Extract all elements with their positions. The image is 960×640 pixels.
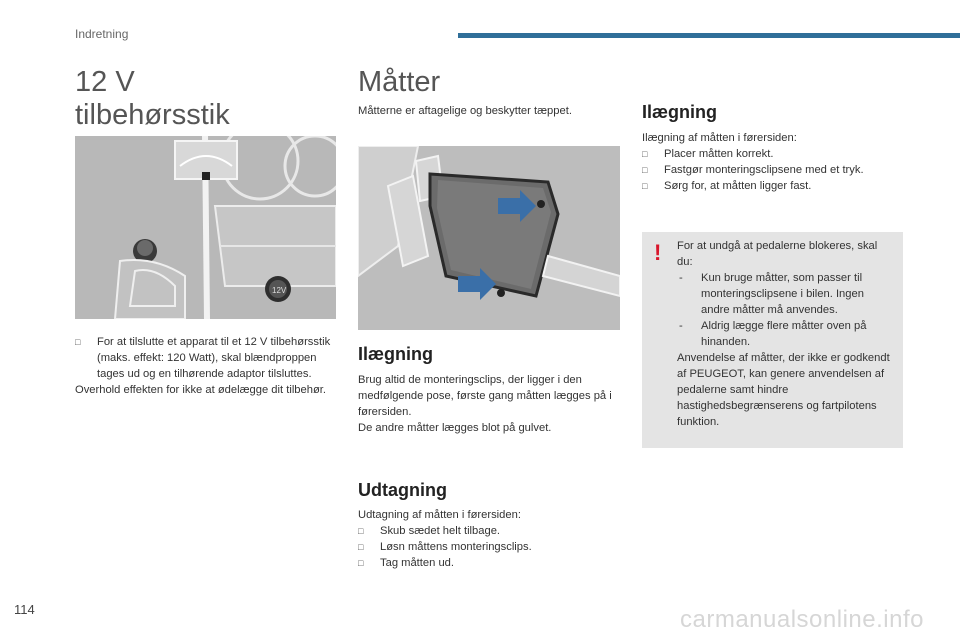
removal-title: Udtagning	[358, 480, 447, 500]
socket-title-line1: 12 V	[75, 66, 135, 98]
fitting-text-2: De andre måtter lægges blot på gulvet.	[358, 422, 552, 434]
dashboard-drawing	[75, 136, 336, 319]
socket-title	[75, 66, 335, 132]
socket-instruction: □ For at tilslutte et apparat til et 12 V tilbehørsstik (maks. effekt: 120 Watt), skal blændproppen tages ud og en tilhørende adaptor tilsluttes.	[75, 334, 337, 382]
warning-closing: Anvendelse af måtter, der ikke er godkendt af PEUGEOT, kan genere anvendelsen af pedalerne samt hindre hastighedsbegrænserens og fartpilotens funktion.	[677, 352, 890, 428]
removal-step: □ Tag måtten ud.	[358, 555, 620, 571]
fitting-text-block	[358, 372, 620, 436]
mat-illustration	[358, 146, 620, 330]
socket-title-line2: tilbehørsstik	[75, 99, 230, 131]
removal-intro: Udtagning af måtten i førersiden:	[358, 509, 521, 521]
mats-title: Måtter	[358, 66, 441, 98]
socket-illustration	[75, 136, 336, 319]
warning-icon: !	[654, 240, 662, 265]
fitting-steps-intro: Ilægning af måtten i førersiden:	[642, 132, 797, 144]
mats-intro: Måtterne er aftagelige og beskytter tæppet.	[358, 105, 572, 117]
fitting-step: □ Fastgør monteringsclipsene med et tryk.	[642, 162, 904, 178]
fitting-text-1: Brug altid de monteringsclips, der ligger i den medfølgende pose, første gang måtten lægges på i førersiden.	[358, 374, 612, 418]
warning-lead: For at undgå at pedalerne blokeres, skal du:	[677, 240, 878, 268]
warning-item: - Aldrig lægge flere måtter oven på hinanden.	[677, 318, 892, 350]
section-label: Indretning	[75, 27, 129, 41]
socket-note: Overhold effekten for ikke at ødelægge dit tilbehør.	[75, 384, 327, 396]
socket-text-block	[75, 334, 337, 398]
warning-text-block	[677, 238, 892, 430]
removal-step: □ Skub sædet helt tilbage.	[358, 523, 620, 539]
fitting-title-right: Ilægning	[642, 102, 717, 122]
warning-item: - Kun bruge måtter, som passer til monteringsclipsene i bilen. Ingen andre måtter må anvendes.	[677, 270, 892, 318]
fitting-step: □ Sørg for, at måtten ligger fast.	[642, 178, 904, 194]
page-number: 114	[14, 602, 35, 617]
fitting-step: □ Placer måtten korrekt.	[642, 146, 904, 162]
removal-step: □ Løsn måttens monteringsclips.	[358, 539, 620, 555]
socket-12v-label: 12V	[272, 286, 287, 295]
watermark: carmanualsonline.info	[680, 606, 924, 633]
removal-text-block	[358, 507, 620, 571]
header-accent-bar	[458, 33, 960, 38]
floor-mat-drawing	[358, 146, 620, 330]
fitting-title: Ilægning	[358, 344, 433, 364]
fitting-steps-block	[642, 130, 904, 194]
